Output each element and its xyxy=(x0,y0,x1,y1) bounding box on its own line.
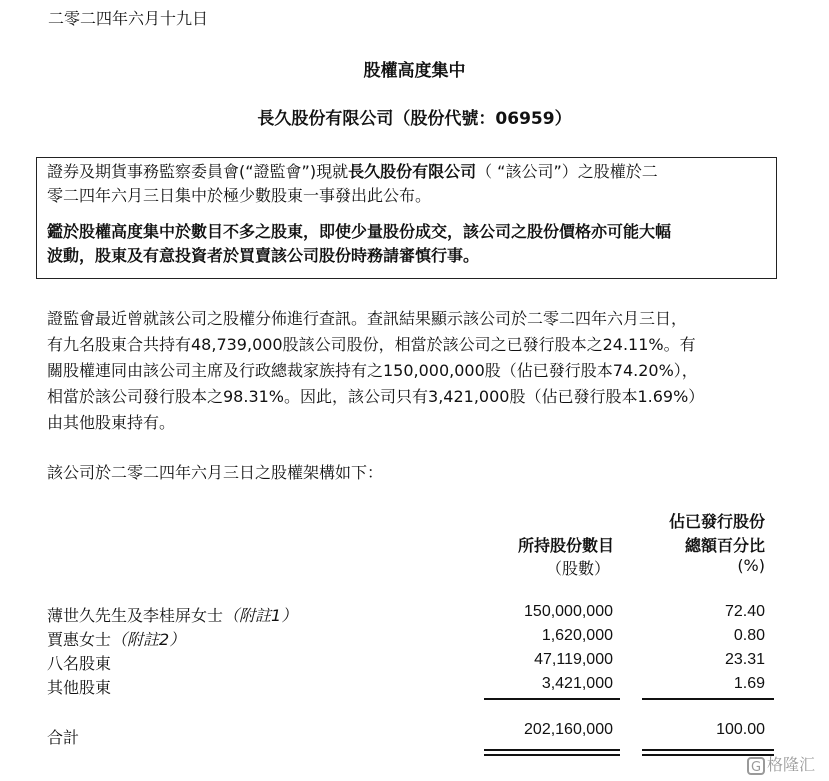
document-title: 股權高度集中 xyxy=(363,61,466,81)
row-note: （附註2） xyxy=(111,630,186,649)
row-note: （附註1） xyxy=(223,606,298,625)
warning-line-1: 鑑於股權高度集中於數目不多之股東，即使少量股份成交，該公司之股份價格亦可能大幅 xyxy=(47,222,672,241)
body-line-2: 有九名股東合共持有48,739,000股該公司股份，相當於該公司之已發行股本之24.11%。有 xyxy=(47,335,696,354)
body-paragraph xyxy=(47,306,777,436)
notice-company-name: 長久股份有限公司 xyxy=(348,162,477,181)
percent-column-header-2: 總額百分比 xyxy=(684,536,765,555)
shares-column-header: 所持股份數目 xyxy=(517,536,614,555)
row-percent: 1.69 xyxy=(733,675,765,692)
notice-line-1a: 證券及期貨事務監察委員會(“證監會”)現就 xyxy=(47,162,349,181)
row-name: 薄世久先生及李桂屏女士 xyxy=(47,606,224,625)
row-shares: 3,421,000 xyxy=(541,675,613,692)
body-line-5: 由其他股東持有。 xyxy=(47,413,176,432)
total-percent: 100.00 xyxy=(716,721,765,738)
row-shares: 47,119,000 xyxy=(534,651,613,668)
row-name: 賈惠女士 xyxy=(47,630,112,649)
total-label: 合計 xyxy=(47,728,80,747)
row-name: 其他股東 xyxy=(47,678,112,697)
watermark-text: 格隆汇 xyxy=(767,755,816,774)
notice-line-2: 零二四年六月三日集中於極少數股東一事發出此公布。 xyxy=(47,186,432,205)
body-line-3: 關股權連同由該公司主席及行政總裁家族持有之150,000,000股（佔已發行股本74.20%）， xyxy=(47,361,698,380)
row-name: 八名股東 xyxy=(47,654,112,673)
company-subtitle: 長久股份有限公司（股份代號：06959） xyxy=(257,109,572,129)
watermark xyxy=(747,752,815,775)
document-date: 二零二四年六月十九日 xyxy=(48,9,209,28)
shares-column-unit: （股數） xyxy=(545,559,610,578)
row-percent: 0.80 xyxy=(733,627,765,644)
body-line-1: 證監會最近曾就該公司之股權分佈進行查訊。查訊結果顯示該公司於二零二四年六月三日， xyxy=(47,309,688,328)
subtotal-rule-shares xyxy=(484,698,620,700)
row-shares: 150,000,000 xyxy=(524,603,613,620)
total-double-rule-shares-2 xyxy=(484,754,620,756)
subtotal-rule-percent xyxy=(642,698,774,700)
total-shares: 202,160,000 xyxy=(524,721,613,738)
row-shares: 1,620,000 xyxy=(541,627,613,644)
percent-column-unit: (%) xyxy=(737,556,765,575)
total-double-rule-shares xyxy=(484,749,620,751)
gelonghui-logo-icon: G xyxy=(747,757,765,775)
warning-line-2: 波動，股東及有意投資者於買賣該公司股份時務請審慎行事。 xyxy=(47,246,480,265)
row-percent: 72.40 xyxy=(724,603,765,620)
notice-text xyxy=(47,160,777,268)
percent-column-header-1: 佔已發行股份 xyxy=(668,512,765,531)
body-line-4: 相當於該公司發行股本之98.31%。因此，該公司只有3,421,000股（佔已發行股本1.69%） xyxy=(47,387,705,406)
table-intro: 該公司於二零二四年六月三日之股權架構如下： xyxy=(47,463,384,482)
row-percent: 23.31 xyxy=(724,651,765,668)
total-double-rule-percent xyxy=(642,749,774,751)
notice-line-1b: （ “該公司”）之股權於二 xyxy=(476,162,658,181)
